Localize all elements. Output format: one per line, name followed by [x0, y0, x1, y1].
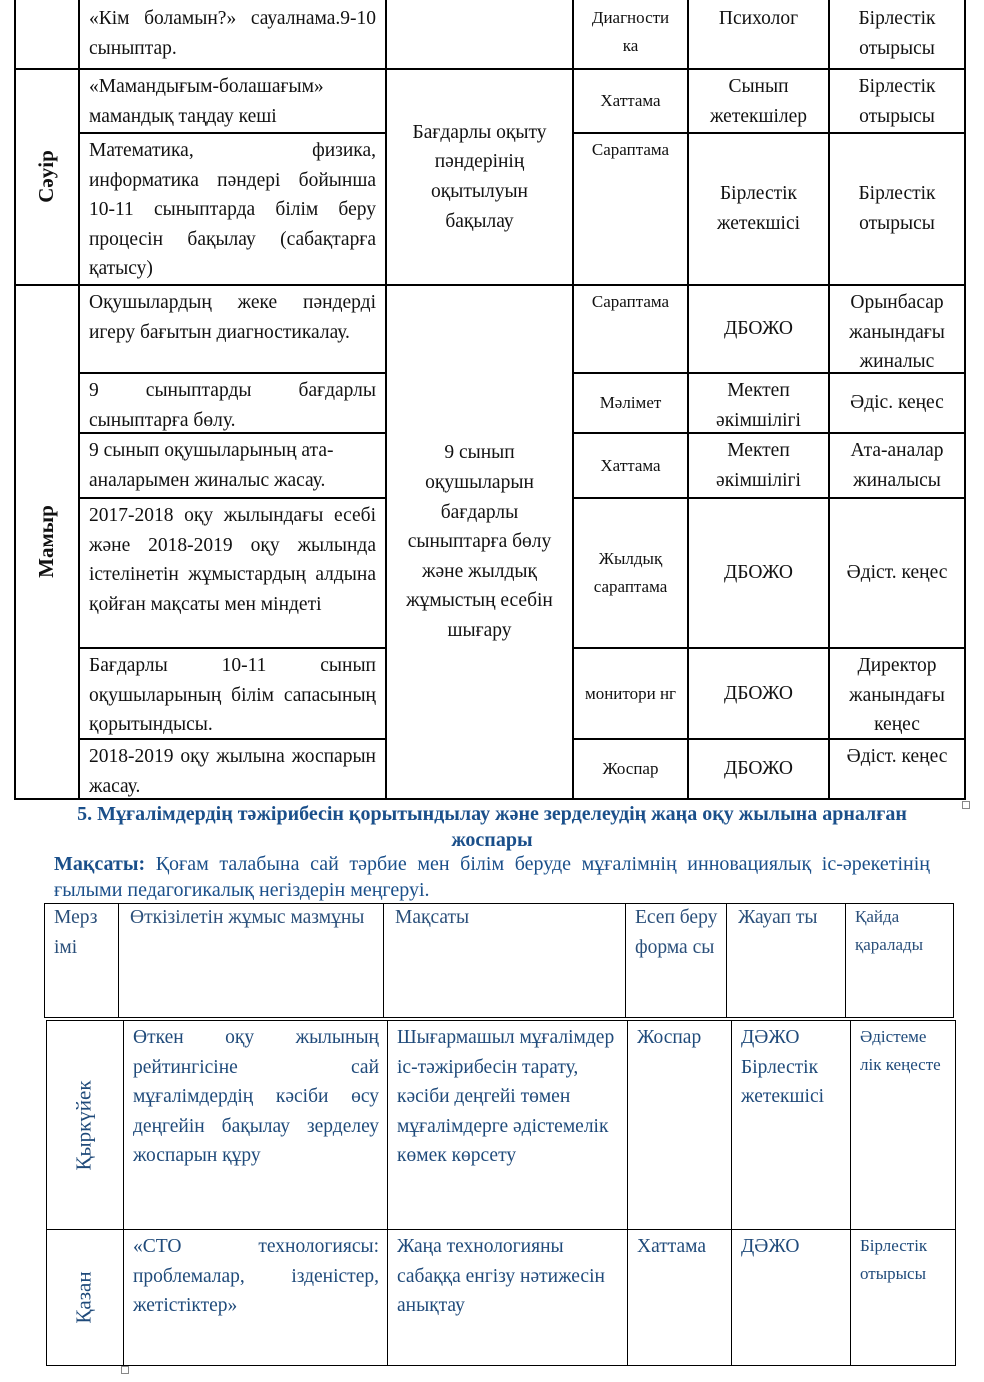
- where-cell: Әдіст. кеңес: [846, 746, 948, 767]
- where-cell: Бірлестік отырысы: [860, 1236, 928, 1283]
- header-where: Қайда қаралады: [855, 907, 924, 954]
- responsible-cell: Бірлестік жетекшісі: [716, 183, 801, 234]
- activity-cell: 9 сыныптарды бағдарлы сыныптарға бөлу.: [89, 380, 376, 431]
- section-goal: [54, 851, 930, 903]
- form-cell: Сараптама: [591, 292, 670, 311]
- form-cell: монитори нг: [584, 683, 677, 703]
- where-cell: Бірлестік отырысы: [858, 8, 936, 59]
- form-cell: Диагности ка: [591, 8, 670, 55]
- where-cell: Бірлестік отырысы: [858, 76, 936, 127]
- month-april: Сәуір: [33, 149, 58, 203]
- section-heading: 5. Мұғалімдердің тәжірибесін қорытындылау және зерделеудің жаңа оқу жылына арналған жоспары: [77, 803, 907, 851]
- where-cell: Әдіст. кеңес: [846, 562, 948, 584]
- activity-cell: 2018-2019 оқу жылына жоспарын жасау.: [89, 746, 376, 797]
- form-cell: Сараптама: [591, 140, 670, 159]
- month-september: Қыркүйек: [72, 1079, 96, 1171]
- table-resize-handle[interactable]: [962, 801, 970, 809]
- goal-may: 9 сынып оқушыларын бағдарлы сыныптарға бөлу және жылдық жұмыстың есебін шығару: [406, 442, 553, 641]
- activity-cell: 2017-2018 оқу жылындағы есебі және 2018-2019 оқу жылында істелінетін жұмыстардың алдына қойған мақсаты мен міндеті: [89, 505, 376, 615]
- report-cell: Жоспар: [637, 1027, 702, 1048]
- content-cell: Өткен оқу жылының рейтингісіне сай мұғалімдердің кәсіби өсу деңгейін бақылау зерделеу жоспарын құру: [133, 1027, 379, 1167]
- where-cell: Ата-аналар жиналысы: [850, 440, 944, 491]
- where-cell: Орынбасар жанындағы жиналыс: [849, 292, 945, 372]
- responsible-cell: ДБОЖО: [723, 318, 794, 340]
- responsible-cell: Мектеп әкімшілігі: [716, 440, 801, 491]
- responsible-cell: ДӘЖО Бірлестік жетекшісі: [741, 1027, 825, 1108]
- form-cell: Жоспар: [602, 759, 659, 778]
- header-term: Мерз імі: [54, 907, 98, 958]
- header-report: Есеп беру форма сы: [635, 907, 718, 958]
- responsible-cell: ДБОЖО: [723, 682, 794, 704]
- header-content: Өткізілетін жұмыс мазмұны: [130, 907, 365, 928]
- form-cell: Мәлімет: [599, 393, 662, 412]
- table-resize-handle[interactable]: [121, 1366, 129, 1374]
- responsible-cell: Сынып жетекшілер: [709, 76, 808, 127]
- activity-cell: «Мамандығым-болашағым» мамандық таңдау кеші: [89, 76, 324, 127]
- responsible-cell: ДБОЖО: [723, 758, 794, 780]
- activity-cell: 9 сынып оқушыларының ата-аналарымен жиналыс жасау.: [89, 440, 334, 491]
- responsible-cell: ДӘЖО: [741, 1236, 800, 1257]
- form-cell: Жылдық сараптама: [593, 549, 668, 596]
- form-cell: Хаттама: [600, 91, 661, 110]
- where-cell: Әдіс. кеңес: [850, 392, 944, 414]
- goal-cell: Шығармашыл мұғалімдер іс-тәжірибесін тарату, кәсіби деңгейі төмен мұғалімдерге әдістемелік көмек көрсету: [397, 1027, 615, 1167]
- goal-april: Бағдарлы оқыту пәндерінің оқытылуын бақылау: [412, 121, 547, 232]
- goal-text: Қоғам талабына сай тәрбие мен білім беруде мұғалімнің инновациялық іс-әрекетінің ғылыми педагогикалық негіздерін меңгеруі.: [54, 853, 930, 901]
- header-responsible: Жауап ты: [738, 907, 818, 928]
- where-cell: Директор жанындағы кеңес: [849, 655, 945, 736]
- activity-cell: Бағдарлы 10-11 сынып оқушыларының білім сапасының қорытындысы.: [89, 655, 376, 736]
- month-may: Мамыр: [33, 504, 58, 578]
- form-cell: Хаттама: [600, 455, 661, 475]
- goal-cell: Жаңа технологияны сабаққа енгізу нәтижесін анықтау: [397, 1236, 605, 1317]
- month-october: Қазан: [72, 1271, 96, 1324]
- activity-cell: Оқушылардың жеке пәндерді игеру бағытын диагностикалау.: [89, 292, 376, 343]
- header-goal: Мақсаты: [395, 907, 470, 928]
- responsible-cell: Мектеп әкімшілігі: [716, 380, 801, 431]
- responsible-cell: ДБОЖО: [723, 562, 794, 584]
- activity-cell: Математика, физика, информатика пәндері бойынша 10-11 сыныптарда білім беру процесін бақылау (сабақтарға қатысу): [89, 140, 376, 280]
- activity-cell: «Кім боламын?» сауалнама.9-10 сыныптар.: [89, 8, 376, 59]
- report-cell: Хаттама: [637, 1236, 707, 1257]
- goal-label: Мақсаты:: [54, 853, 146, 875]
- where-cell: Әдістеме лік кеңесте: [860, 1027, 941, 1074]
- responsible-cell: Психолог: [718, 8, 799, 29]
- content-cell: «СТО технологиясы: проблемалар, ізденістер, жетістіктер»: [133, 1236, 379, 1317]
- where-cell: Бірлестік отырысы: [858, 183, 936, 234]
